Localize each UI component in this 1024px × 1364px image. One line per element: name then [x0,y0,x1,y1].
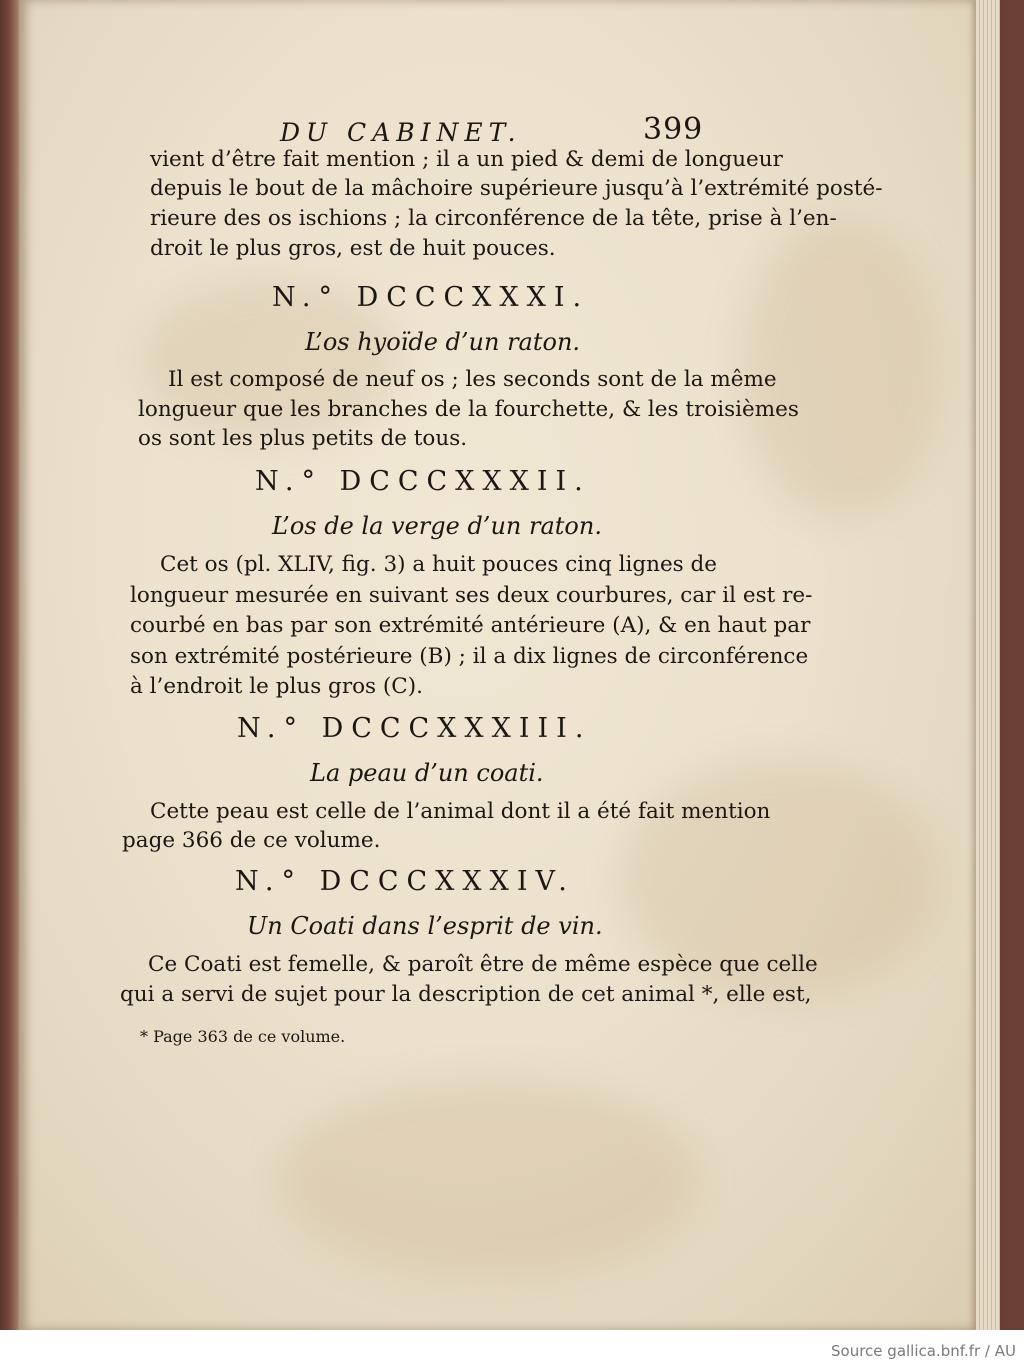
text-line: Cet os (pl. XLIV, fig. 3) a huit pouces cinq lignes de [160,552,718,577]
entry-title: L’os hyoïde d’un raton. [305,328,581,356]
entry-number: N.° DCCCXXXIV. [235,866,575,897]
text-line: Cette peau est celle de l’animal dont il a été fait mention [150,799,771,824]
text-line: os sont les plus petits de tous. [138,426,468,451]
running-head: DU CABINET. [280,118,522,147]
text-line: à l’endroit le plus gros (C). [130,674,423,699]
text-line: droit le plus gros, est de huit pouces. [150,236,556,261]
entry-number: N.° DCCCXXXII. [255,466,591,497]
text-line: depuis le bout de la mâchoire supérieure jusqu’à l’extrémité posté- [150,176,883,201]
entry-title: Un Coati dans l’esprit de vin. [247,912,603,940]
text-line: vient d’être fait mention ; il a un pied & demi de longueur [150,147,783,172]
source-credit: Source gallica.bnf.fr / AU [831,1342,1016,1360]
entry-title: La peau d’un coati. [310,759,544,787]
page-number: 399 [643,112,704,147]
page-edges [976,0,1000,1330]
entry-title: L’os de la verge d’un raton. [272,512,602,540]
entry-number: N.° DCCCXXXI. [272,282,590,313]
text-line: page 366 de ce volume. [122,828,381,853]
paper-stain [280,1080,700,1280]
text-line: longueur mesurée en suivant ses deux courbures, car il est re- [130,583,813,608]
text-line: rieure des os ischions ; la circonférence de la tête, prise à l’en- [150,206,837,231]
text-line: son extrémité postérieure (B) ; il a dix lignes de circonférence [130,644,809,669]
text-line: Il est composé de neuf os ; les seconds sont de la même [168,367,777,392]
text-line: courbé en bas par son extrémité antérieure (A), & en haut par [130,613,811,638]
footnote: * Page 363 de ce volume. [140,1027,346,1046]
text-line: longueur que les branches de la fourchette, & les troisièmes [138,397,799,422]
text-line: Ce Coati est femelle, & paroît être de même espèce que celle [148,952,818,977]
book-cover-edge [0,0,22,1330]
text-line: qui a servi de sujet pour la description de cet animal *, elle est, [120,982,812,1007]
entry-number: N.° DCCCXXXIII. [237,713,592,744]
